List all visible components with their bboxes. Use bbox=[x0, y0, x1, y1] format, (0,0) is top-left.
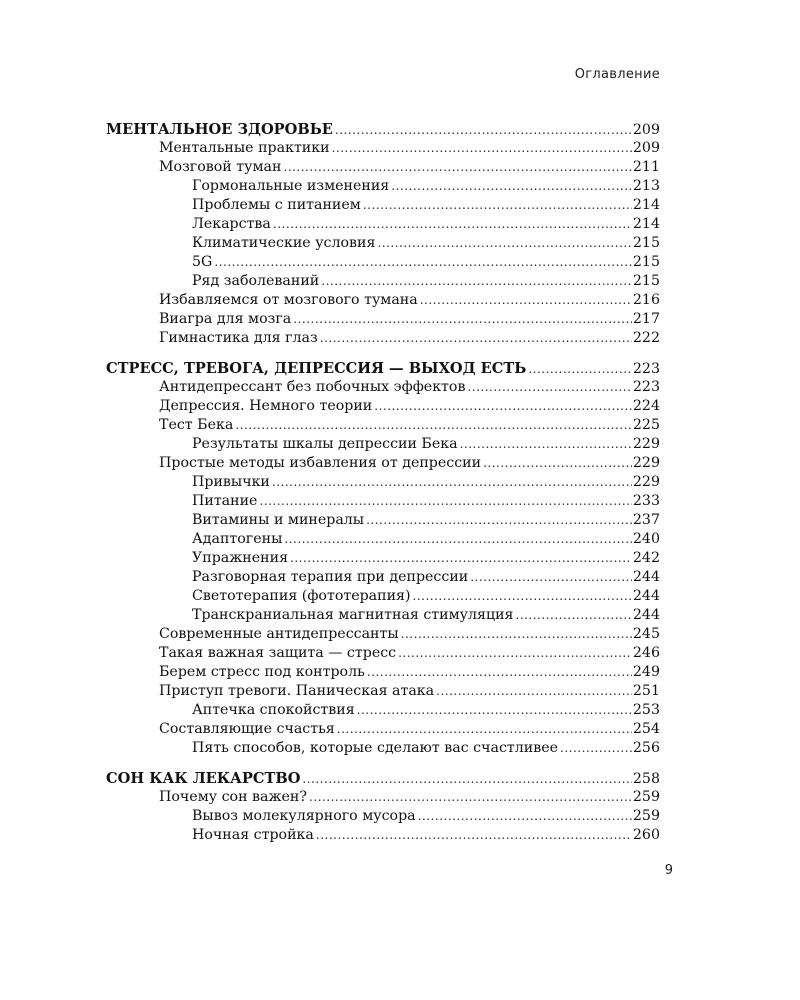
toc-entry-page: 242 bbox=[632, 550, 660, 566]
dot-leader bbox=[470, 568, 632, 587]
toc-entry-title: Гимнастика для глаз bbox=[159, 330, 318, 346]
toc-section bbox=[106, 359, 660, 758]
toc-entry-title: Климатические условия bbox=[192, 235, 376, 251]
dot-leader bbox=[418, 807, 632, 826]
toc-entry-title: Адаптогены bbox=[192, 531, 283, 547]
toc-entry-page: 214 bbox=[632, 216, 660, 232]
toc-entry-page: 254 bbox=[632, 721, 660, 737]
dot-leader bbox=[460, 435, 632, 454]
toc-entry-row bbox=[106, 663, 660, 682]
toc-entry-title: Результаты шкалы депрессии Бека bbox=[192, 436, 458, 452]
dot-leader bbox=[467, 378, 631, 397]
dot-leader bbox=[321, 272, 632, 291]
toc-entry-row bbox=[106, 272, 660, 291]
toc-entry-title: Простые методы избавления от депрессии bbox=[159, 455, 482, 471]
toc-entry-row bbox=[106, 568, 660, 587]
toc-entry-page: 258 bbox=[632, 771, 660, 787]
toc-entry-page: 209 bbox=[632, 140, 660, 156]
toc-entry-page: 229 bbox=[632, 455, 660, 471]
toc-entry-title: Светотерапия (фототерапия) bbox=[192, 588, 411, 604]
toc-entry-page: 223 bbox=[632, 361, 660, 377]
toc-entry-page: 216 bbox=[632, 292, 660, 308]
toc-entry-row bbox=[106, 492, 660, 511]
toc-entry-page: 244 bbox=[632, 607, 660, 623]
dot-leader bbox=[528, 360, 632, 379]
dot-leader bbox=[283, 158, 631, 177]
dot-leader bbox=[483, 454, 632, 473]
toc-entry-page: 237 bbox=[632, 512, 660, 528]
toc-entry-row bbox=[106, 739, 660, 758]
toc-entry-title: Тест Бека bbox=[159, 417, 234, 433]
dot-leader bbox=[413, 587, 632, 606]
dot-leader bbox=[290, 549, 632, 568]
toc-entry-page: 256 bbox=[632, 740, 660, 756]
dot-leader bbox=[377, 234, 631, 253]
dot-leader bbox=[420, 291, 632, 310]
toc-entry-page: 209 bbox=[632, 122, 660, 138]
dot-leader bbox=[366, 511, 632, 530]
dot-leader bbox=[374, 397, 632, 416]
dot-leader bbox=[560, 739, 632, 758]
toc-entry-row bbox=[106, 549, 660, 568]
toc-entry-page: 213 bbox=[632, 178, 660, 194]
dot-leader bbox=[284, 530, 632, 549]
dot-leader bbox=[515, 606, 631, 625]
toc-entry-title: Берем стресс под контроль bbox=[159, 664, 365, 680]
toc-entry-row bbox=[106, 253, 660, 272]
toc-entry-title: Депрессия. Немного теории bbox=[159, 398, 373, 414]
dot-leader bbox=[214, 253, 632, 272]
toc-entry-title: Такая важная защита — стресс bbox=[159, 645, 397, 661]
toc-entry-page: 229 bbox=[632, 474, 660, 490]
toc-chapter-row bbox=[106, 769, 660, 788]
toc-entry-row bbox=[106, 139, 660, 158]
toc-entry-page: 246 bbox=[632, 645, 660, 661]
toc-entry-title: Проблемы с питанием bbox=[192, 197, 361, 213]
dot-leader bbox=[391, 177, 632, 196]
dot-leader bbox=[316, 826, 632, 845]
toc-entry-row bbox=[106, 701, 660, 720]
toc-entry-page: 223 bbox=[632, 379, 660, 395]
toc-entry-title: Разговорная терапия при депрессии bbox=[192, 569, 469, 585]
toc-section bbox=[106, 120, 660, 348]
dot-leader bbox=[302, 770, 632, 789]
toc-entry-row bbox=[106, 454, 660, 473]
toc-entry-page: 260 bbox=[632, 827, 660, 843]
toc-entry-row bbox=[106, 158, 660, 177]
toc-entry-row bbox=[106, 234, 660, 253]
dot-leader bbox=[272, 473, 632, 492]
toc-entry-title: Мозговой туман bbox=[159, 159, 282, 175]
toc-entry-row bbox=[106, 826, 660, 845]
toc-entry-title: СТРЕСС, ТРЕВОГА, ДЕПРЕССИЯ — ВЫХОД ЕСТЬ bbox=[106, 360, 527, 377]
toc-entry-row bbox=[106, 473, 660, 492]
toc-entry-title: Привычки bbox=[192, 474, 270, 490]
toc-entry-page: 215 bbox=[632, 273, 660, 289]
toc-entry-page: 245 bbox=[632, 626, 660, 642]
toc-entry-title: Приступ тревоги. Паническая атака bbox=[159, 683, 435, 699]
dot-leader bbox=[320, 329, 632, 348]
toc-entry-title: Составляющие счастья bbox=[159, 721, 335, 737]
toc-entry-row bbox=[106, 587, 660, 606]
toc-entry-row bbox=[106, 606, 660, 625]
toc-entry-page: 233 bbox=[632, 493, 660, 509]
toc-chapter-row bbox=[106, 120, 660, 139]
dot-leader bbox=[309, 788, 632, 807]
toc-entry-row bbox=[106, 397, 660, 416]
toc-entry-title: 5G bbox=[192, 254, 213, 270]
toc-entry-title: Современные антидепрессанты bbox=[159, 626, 399, 642]
toc-entry-title: Виагра для мозга bbox=[159, 311, 292, 327]
toc-entry-row bbox=[106, 291, 660, 310]
toc-entry-row bbox=[106, 807, 660, 826]
dot-leader bbox=[357, 701, 632, 720]
toc-entry-title: Ряд заболеваний bbox=[192, 273, 320, 289]
toc-entry-row bbox=[106, 625, 660, 644]
toc-entry-row bbox=[106, 530, 660, 549]
toc-entry-page: 253 bbox=[632, 702, 660, 718]
toc-entry-title: Аптечка спокойствия bbox=[192, 702, 355, 718]
toc-entry-title: Лекарства bbox=[192, 216, 271, 232]
dot-leader bbox=[273, 215, 632, 234]
toc-entry-page: 211 bbox=[632, 159, 660, 175]
dot-leader bbox=[235, 416, 632, 435]
toc-entry-title: Витамины и минералы bbox=[192, 512, 365, 528]
dot-leader bbox=[337, 720, 632, 739]
toc-entry-row bbox=[106, 416, 660, 435]
toc-entry-row bbox=[106, 788, 660, 807]
toc-entry-title: Ночная стройка bbox=[192, 827, 314, 843]
toc-entry-row bbox=[106, 378, 660, 397]
toc-entry-title: Питание bbox=[192, 493, 258, 509]
dot-leader bbox=[332, 139, 632, 158]
toc-entry-title: Упражнения bbox=[192, 550, 289, 566]
toc-entry-page: 224 bbox=[632, 398, 660, 414]
toc-entry-row bbox=[106, 682, 660, 701]
toc-entry-page: 229 bbox=[632, 436, 660, 452]
page-number: 9 bbox=[664, 863, 673, 878]
toc-entry-page: 251 bbox=[632, 683, 660, 699]
toc-entry-title: Гормональные изменения bbox=[192, 178, 390, 194]
toc-entry-title: МЕНТАЛЬНОЕ ЗДОРОВЬЕ bbox=[106, 121, 333, 138]
toc-entry-page: 244 bbox=[632, 569, 660, 585]
toc-entry-title: Пять способов, которые сделают вас счастливее bbox=[192, 740, 558, 756]
toc-entry-row bbox=[106, 215, 660, 234]
toc-entry-page: 249 bbox=[632, 664, 660, 680]
dot-leader bbox=[367, 663, 632, 682]
toc-chapter-row bbox=[106, 359, 660, 378]
toc-entry-row bbox=[106, 310, 660, 329]
toc-entry-page: 215 bbox=[632, 235, 660, 251]
toc-entry-page: 259 bbox=[632, 808, 660, 824]
toc-entry-page: 259 bbox=[632, 789, 660, 805]
toc-entry-page: 225 bbox=[632, 417, 660, 433]
toc-entry-page: 222 bbox=[632, 330, 660, 346]
toc-entry-title: Транскраниальная магнитная стимуляция bbox=[192, 607, 514, 623]
toc-entry-row bbox=[106, 196, 660, 215]
toc-entry-page: 217 bbox=[632, 311, 660, 327]
toc-entry-title: СОН КАК ЛЕКАРСТВО bbox=[106, 770, 301, 787]
toc-entry-title: Почему сон важен? bbox=[159, 789, 307, 805]
toc-entry-row bbox=[106, 511, 660, 530]
toc-entry-row bbox=[106, 644, 660, 663]
dot-leader bbox=[398, 644, 632, 663]
running-header: Оглавление bbox=[574, 67, 660, 82]
toc-entry-row bbox=[106, 720, 660, 739]
dot-leader bbox=[401, 625, 632, 644]
toc-entry-row bbox=[106, 177, 660, 196]
dot-leader bbox=[293, 310, 632, 329]
toc-entry-row bbox=[106, 435, 660, 454]
toc-entry-title: Вывоз молекулярного мусора bbox=[192, 808, 416, 824]
toc-entry-page: 215 bbox=[632, 254, 660, 270]
toc-entry-page: 240 bbox=[632, 531, 660, 547]
toc-section bbox=[106, 769, 660, 845]
dot-leader bbox=[436, 682, 632, 701]
toc-entry-page: 244 bbox=[632, 588, 660, 604]
table-of-contents bbox=[106, 120, 660, 856]
dot-leader bbox=[259, 492, 631, 511]
toc-entry-title: Ментальные практики bbox=[159, 140, 330, 156]
toc-entry-page: 214 bbox=[632, 197, 660, 213]
dot-leader bbox=[363, 196, 632, 215]
toc-entry-row bbox=[106, 329, 660, 348]
toc-entry-title: Антидепрессант без побочных эффектов bbox=[159, 379, 466, 395]
dot-leader bbox=[335, 121, 632, 140]
toc-entry-title: Избавляемся от мозгового тумана bbox=[159, 292, 418, 308]
